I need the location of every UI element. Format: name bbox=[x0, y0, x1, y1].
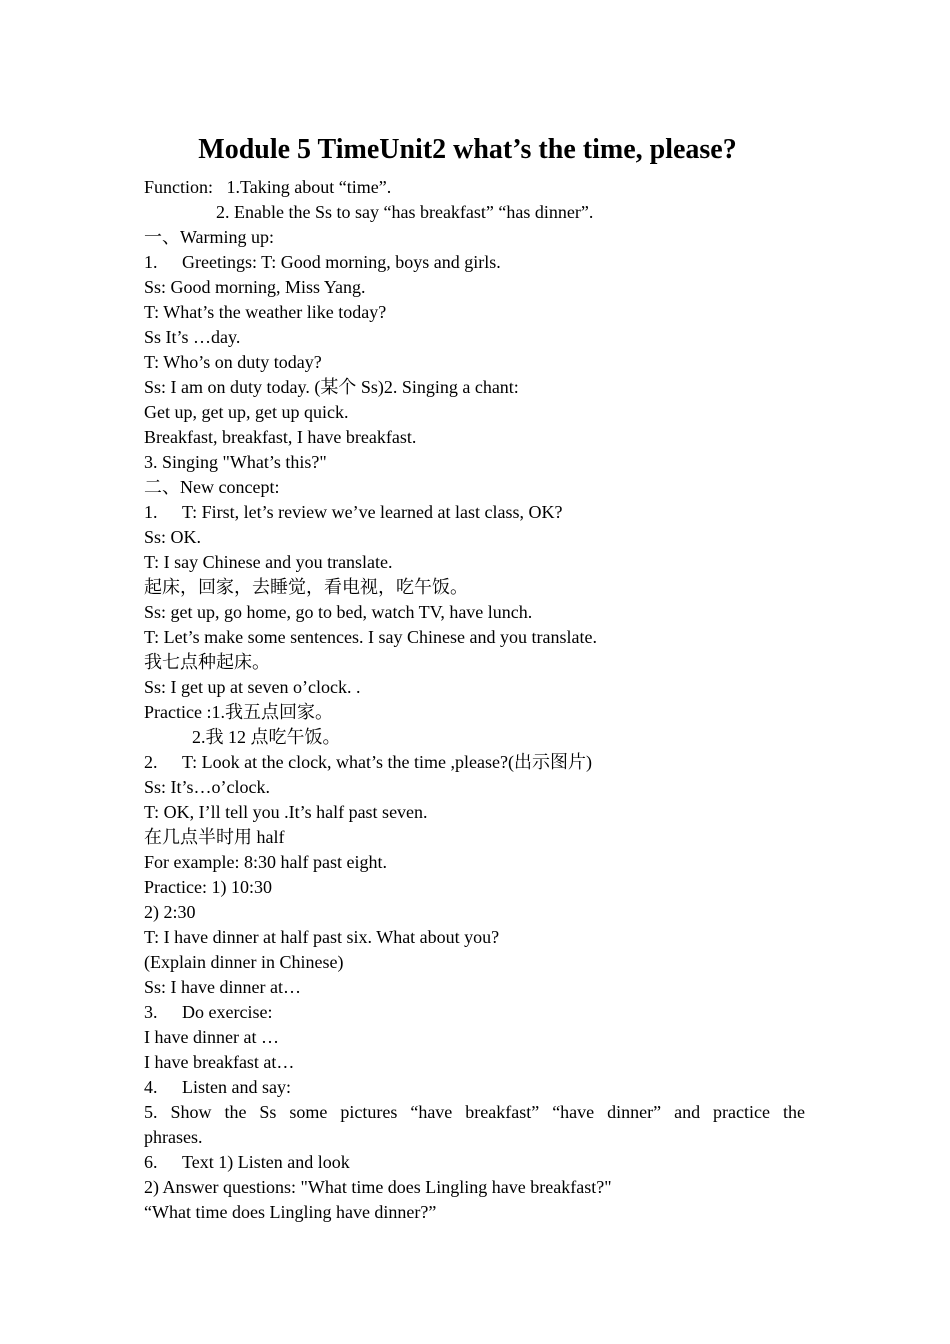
new-concept-item-3 bbox=[144, 1000, 272, 1025]
list-text: Greetings: T: Good morning, boys and girls. bbox=[182, 252, 501, 272]
text-line: 2) Answer questions: "What time does Lingling have breakfast?" bbox=[144, 1177, 612, 1197]
word: breakfast” bbox=[465, 1102, 540, 1122]
word: and bbox=[674, 1102, 701, 1122]
list-number: 4. bbox=[144, 1077, 158, 1097]
word: Show bbox=[170, 1102, 212, 1122]
text-line: I have breakfast at… bbox=[144, 1052, 295, 1072]
new-concept-item-6 bbox=[144, 1150, 350, 1175]
text-line: Get up, get up, get up quick. bbox=[144, 402, 349, 422]
new-concept-item-1 bbox=[144, 500, 562, 525]
text-line: Ss: I have dinner at… bbox=[144, 977, 301, 997]
text-line: Practice :1.我五点回家。 bbox=[144, 702, 333, 722]
list-number: 2. bbox=[144, 752, 158, 772]
text-line: (Explain dinner in Chinese) bbox=[144, 952, 344, 972]
text-line: 3. Singing "What’s this?" bbox=[144, 452, 327, 472]
text-line: phrases. bbox=[144, 1127, 203, 1147]
text-line: Ss: OK. bbox=[144, 527, 202, 547]
text-line: T: Who’s on duty today? bbox=[144, 352, 322, 372]
list-text: T: First, let’s review we’ve learned at last class, OK? bbox=[182, 502, 563, 522]
text-line: Ss: Good morning, Miss Yang. bbox=[144, 277, 366, 297]
text-line: Ss: I am on duty today. (某个 Ss)2. Singing a chant: bbox=[144, 377, 519, 397]
text-line: T: Let’s make some sentences. I say Chinese and you translate. bbox=[144, 627, 597, 647]
new-concept-item-4 bbox=[144, 1075, 291, 1100]
text-line: For example: 8:30 half past eight. bbox=[144, 852, 387, 872]
list-number: 6. bbox=[144, 1152, 158, 1172]
function-item-2: 2. Enable the Ss to say “has breakfast” “has dinner”. bbox=[216, 202, 594, 222]
text-line: Ss: It’s…o’clock. bbox=[144, 777, 270, 797]
text-line: Ss: I get up at seven o’clock. . bbox=[144, 677, 361, 697]
word: the bbox=[782, 1102, 805, 1122]
text-line: 2) 2:30 bbox=[144, 902, 196, 922]
word: “have bbox=[410, 1102, 453, 1122]
text-line: Ss: get up, go home, go to bed, watch TV, have lunch. bbox=[144, 602, 533, 622]
word: the bbox=[224, 1102, 247, 1122]
word: some bbox=[289, 1102, 328, 1122]
list-text: T: Look at the clock, what’s the time ,please?(出示图片) bbox=[182, 752, 592, 772]
word: dinner” bbox=[607, 1102, 662, 1122]
function-item-1: 1.Taking about “time”. bbox=[226, 177, 392, 197]
warming-up-item-1 bbox=[144, 250, 501, 275]
list-number: 3. bbox=[144, 1002, 158, 1022]
text-line: 我七点种起床。 bbox=[144, 652, 270, 672]
text-line: 在几点半时用 half bbox=[144, 827, 285, 847]
new-concept-item-5 bbox=[144, 1100, 805, 1125]
document-title: Module 5 TimeUnit2 what’s the time, please? bbox=[198, 134, 737, 165]
word: practice bbox=[713, 1102, 770, 1122]
text-line: Breakfast, breakfast, I have breakfast. bbox=[144, 427, 417, 447]
word: Ss bbox=[259, 1102, 277, 1122]
text-line: T: I have dinner at half past six. What about you? bbox=[144, 927, 500, 947]
list-text: Text 1) Listen and look bbox=[182, 1152, 350, 1172]
function-label: Function: bbox=[144, 177, 214, 197]
text-line: I have dinner at … bbox=[144, 1027, 279, 1047]
text-line: T: I say Chinese and you translate. bbox=[144, 552, 393, 572]
list-number: 1. bbox=[144, 252, 158, 272]
function-line-1 bbox=[144, 175, 391, 200]
text-line: 起床，回家，去睡觉，看电视，吃午饭。 bbox=[144, 577, 468, 597]
list-text: Listen and say: bbox=[182, 1077, 291, 1097]
text-line: T: What’s the weather like today? bbox=[144, 302, 387, 322]
word: 5. bbox=[144, 1102, 158, 1122]
text-line: Practice: 1) 10:30 bbox=[144, 877, 272, 897]
new-concept-item-2 bbox=[144, 750, 592, 775]
text-line: 2.我 12 点吃午饭。 bbox=[192, 727, 341, 747]
list-number: 1. bbox=[144, 502, 158, 522]
list-text: Do exercise: bbox=[182, 1002, 273, 1022]
word: pictures bbox=[340, 1102, 398, 1122]
warming-up-heading: 一、Warming up: bbox=[144, 227, 275, 247]
new-concept-heading: 二、New concept: bbox=[144, 477, 280, 497]
text-line: “What time does Lingling have dinner?” bbox=[144, 1202, 437, 1222]
word: “have bbox=[552, 1102, 595, 1122]
text-line: Ss It’s …day. bbox=[144, 327, 241, 347]
text-line: T: OK, I’ll tell you .It’s half past seven. bbox=[144, 802, 428, 822]
